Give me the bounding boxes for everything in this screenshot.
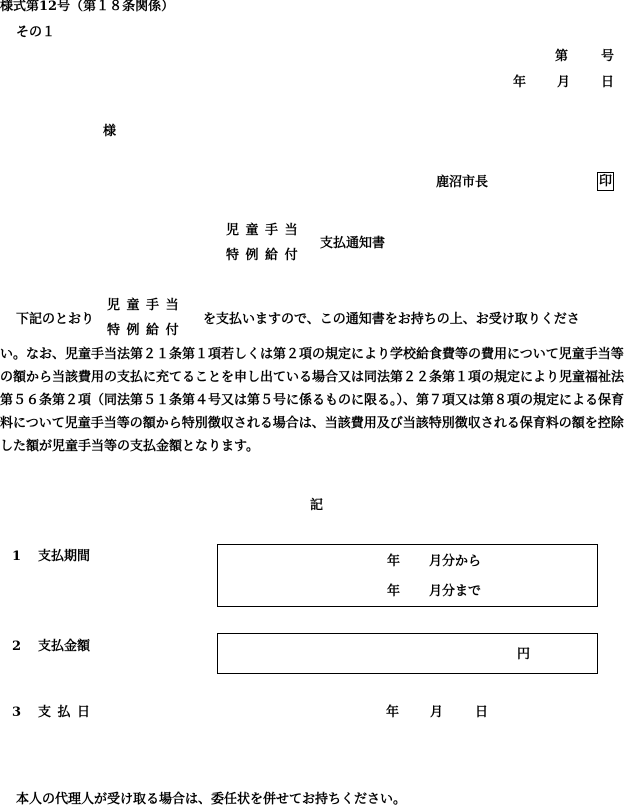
- payment-amount-box: [217, 633, 598, 674]
- title-option-special-benefit: 特 例 給 付: [226, 248, 299, 263]
- title-option-child-allowance: 児 童 手 当: [226, 223, 299, 238]
- intro-option-special-benefit: 特 例 給 付: [107, 323, 180, 338]
- period-from-year: 年: [387, 554, 401, 569]
- date-day: 日: [601, 75, 615, 90]
- footer-note: 本人の代理人が受け取る場合は、委任状を併せてお持ちください。: [16, 792, 407, 807]
- issuer-title: 鹿沼市長: [436, 175, 489, 190]
- sub-label: その１: [16, 25, 56, 40]
- item3-label: 支 払 日: [38, 705, 92, 720]
- item1-label: 支払期間: [38, 549, 91, 564]
- payday-year: 年: [386, 705, 400, 720]
- payday-day: 日: [475, 705, 489, 720]
- intro-suffix: を支払いますので、この通知書をお持ちの上、お受け取りくださ: [203, 312, 580, 327]
- form-number-label: 様式第12号（第１８条関係）: [0, 0, 175, 14]
- date-year: 年: [513, 75, 527, 90]
- period-to-rest: 月分まで: [429, 584, 482, 599]
- doc-number-go: 号: [601, 49, 615, 64]
- seal-mark: 印: [599, 174, 613, 189]
- amount-unit: 円: [517, 647, 531, 662]
- item1-number: 1: [12, 549, 22, 564]
- intro-body: い。なお、児童手当法第２１条第１項若しくは第２項の規定により学校給食費等の費用について児童手当等の額から当該費用の支払に充てることを申し出ている場合又は同法第２２条第１項の規定により児童福祉法第５６条第２項（同法第５１条第４号又は第５号に係るものに限る。）、第７項又は第８項の規定による保育料について児童手当等の額から特別徴収される場合は、当該費用及び当該特別徴収される保育料の額を控除した額が児童手当等の支払金額となります。: [0, 347, 624, 454]
- item2-label: 支払金額: [38, 639, 91, 654]
- intro-option-child-allowance: 児 童 手 当: [107, 298, 180, 313]
- recipient-suffix: 様: [103, 124, 117, 139]
- payday-month: 月: [430, 705, 444, 720]
- doc-title: 支払通知書: [320, 236, 386, 251]
- ki-heading: 記: [310, 498, 324, 513]
- item3-number: 3: [12, 705, 22, 720]
- period-to-year: 年: [387, 584, 401, 599]
- item2-number: 2: [12, 639, 22, 654]
- payment-period-box: [217, 544, 598, 607]
- date-month: 月: [557, 75, 571, 90]
- period-from-rest: 月分から: [429, 554, 482, 569]
- doc-number-dai: 第: [555, 49, 569, 64]
- intro-prefix: 下記のとおり: [16, 312, 95, 327]
